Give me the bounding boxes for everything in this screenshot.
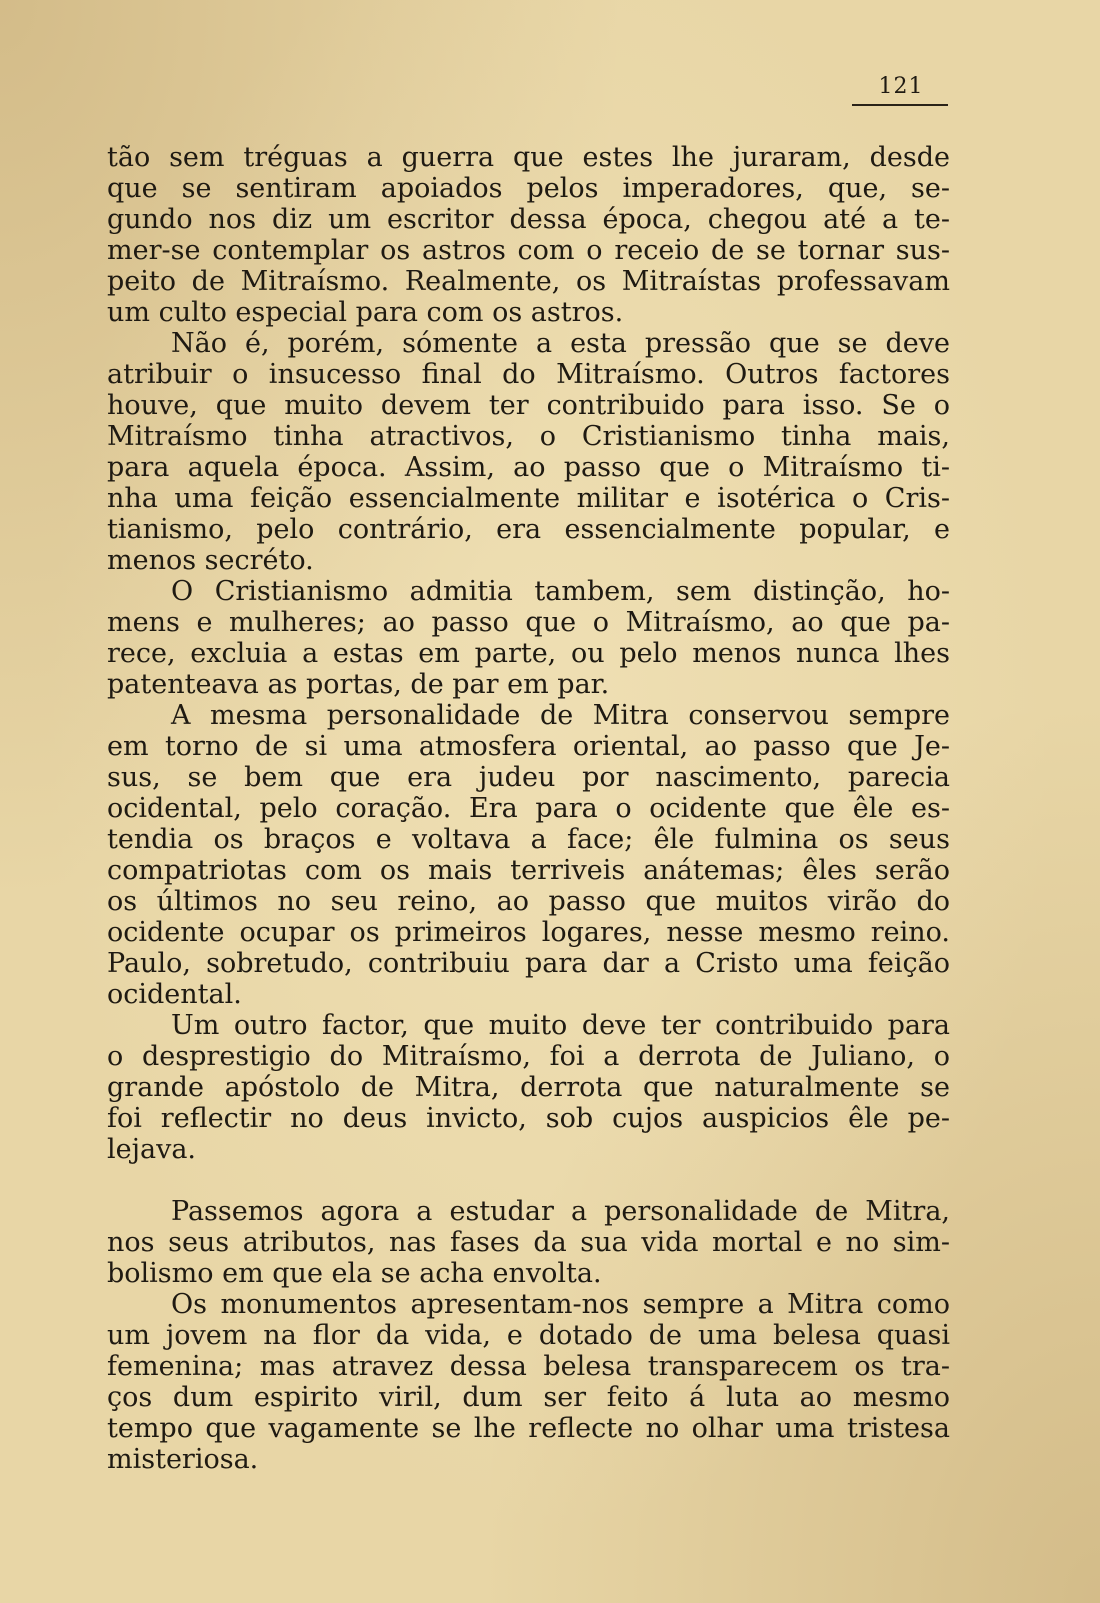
text-line: mens e mulheres; ao passo que o Mitraísmo, ao que pa- (107, 607, 950, 638)
text-line: tianismo, pelo contrário, era essencialmente popular, e (107, 514, 950, 545)
text-line: que se sentiram apoiados pelos imperadores, que, se- (107, 173, 950, 204)
text-line: nha uma feição essencialmente militar e isotérica o Cris- (107, 483, 950, 514)
text-line: nos seus atributos, nas fases da sua vida mortal e no sim- (107, 1227, 950, 1258)
text-line: grande apóstolo de Mitra, derrota que naturalmente se (107, 1072, 950, 1103)
page-number: 121 (878, 74, 924, 99)
text-line: foi reflectir no deus invicto, sob cujos auspicios êle pe- (107, 1103, 950, 1134)
text-line: para aquela época. Assim, ao passo que o Mitraísmo ti- (107, 452, 950, 483)
text-line: Passemos agora a estudar a personalidade de Mitra, (171, 1196, 950, 1227)
text-line: houve, que muito devem ter contribuido para isso. Se o (107, 390, 950, 421)
text-line: um jovem na flor da vida, e dotado de uma belesa quasi (107, 1320, 950, 1351)
text-line: peito de Mitraísmo. Realmente, os Mitraístas professavam (107, 266, 950, 297)
text-line: lejava. (107, 1134, 197, 1165)
text-line: rece, excluia a estas em parte, ou pelo menos nunca lhes (107, 638, 950, 669)
text-line: Paulo, sobretudo, contribuiu para dar a Cristo uma feição (107, 948, 950, 979)
section-gap (107, 1165, 950, 1196)
page-number-rule (852, 104, 948, 106)
text-line: femenina; mas atravez dessa belesa transparecem os tra- (107, 1351, 950, 1382)
text-line: Mitraísmo tinha atractivos, o Cristianismo tinha mais, (107, 421, 950, 452)
text-line: tempo que vagamente se lhe reflecte no olhar uma tristesa (107, 1413, 950, 1444)
text-line: misteriosa. (107, 1444, 259, 1475)
text-line: patenteava as portas, de par em par. (107, 669, 610, 700)
text-line: Não é, porém, sómente a esta pressão que se deve (171, 328, 950, 359)
text-line: atribuir o insucesso final do Mitraísmo. Outros factores (107, 359, 950, 390)
body-text (107, 142, 950, 1475)
text-line: Os monumentos apresentam-nos sempre a Mitra como (171, 1289, 950, 1320)
text-line: ocidental. (107, 979, 242, 1010)
text-line: os últimos no seu reino, ao passo que muitos virão do (107, 886, 950, 917)
text-line: um culto especial para com os astros. (107, 297, 624, 328)
text-line: mer-se contemplar os astros com o receio de se tornar sus- (107, 235, 950, 266)
text-line: A mesma personalidade de Mitra conservou sempre (171, 700, 950, 731)
text-line: Um outro factor, que muito deve ter contribuido para (171, 1010, 950, 1041)
text-line: ocidente ocupar os primeiros logares, nesse mesmo reino. (107, 917, 950, 948)
text-line: compatriotas com os mais terriveis anátemas; êles serão (107, 855, 950, 886)
text-line: tão sem tréguas a guerra que estes lhe juraram, desde (107, 142, 950, 173)
text-line: sus, se bem que era judeu por nascimento, parecia (107, 762, 950, 793)
text-line: ços dum espirito viril, dum ser feito á luta ao mesmo (107, 1382, 950, 1413)
text-line: menos secréto. (107, 545, 314, 576)
text-line: o desprestigio do Mitraísmo, foi a derrota de Juliano, o (107, 1041, 950, 1072)
text-line: bolismo em que ela se acha envolta. (107, 1258, 602, 1289)
text-line: tendia os braços e voltava a face; êle fulmina os seus (107, 824, 950, 855)
text-line: em torno de si uma atmosfera oriental, ao passo que Je- (107, 731, 950, 762)
text-line: O Cristianismo admitia tambem, sem distinção, ho- (171, 576, 950, 607)
text-line: gundo nos diz um escritor dessa época, chegou até a te- (107, 204, 950, 235)
text-line: ocidental, pelo coração. Era para o ocidente que êle es- (107, 793, 950, 824)
